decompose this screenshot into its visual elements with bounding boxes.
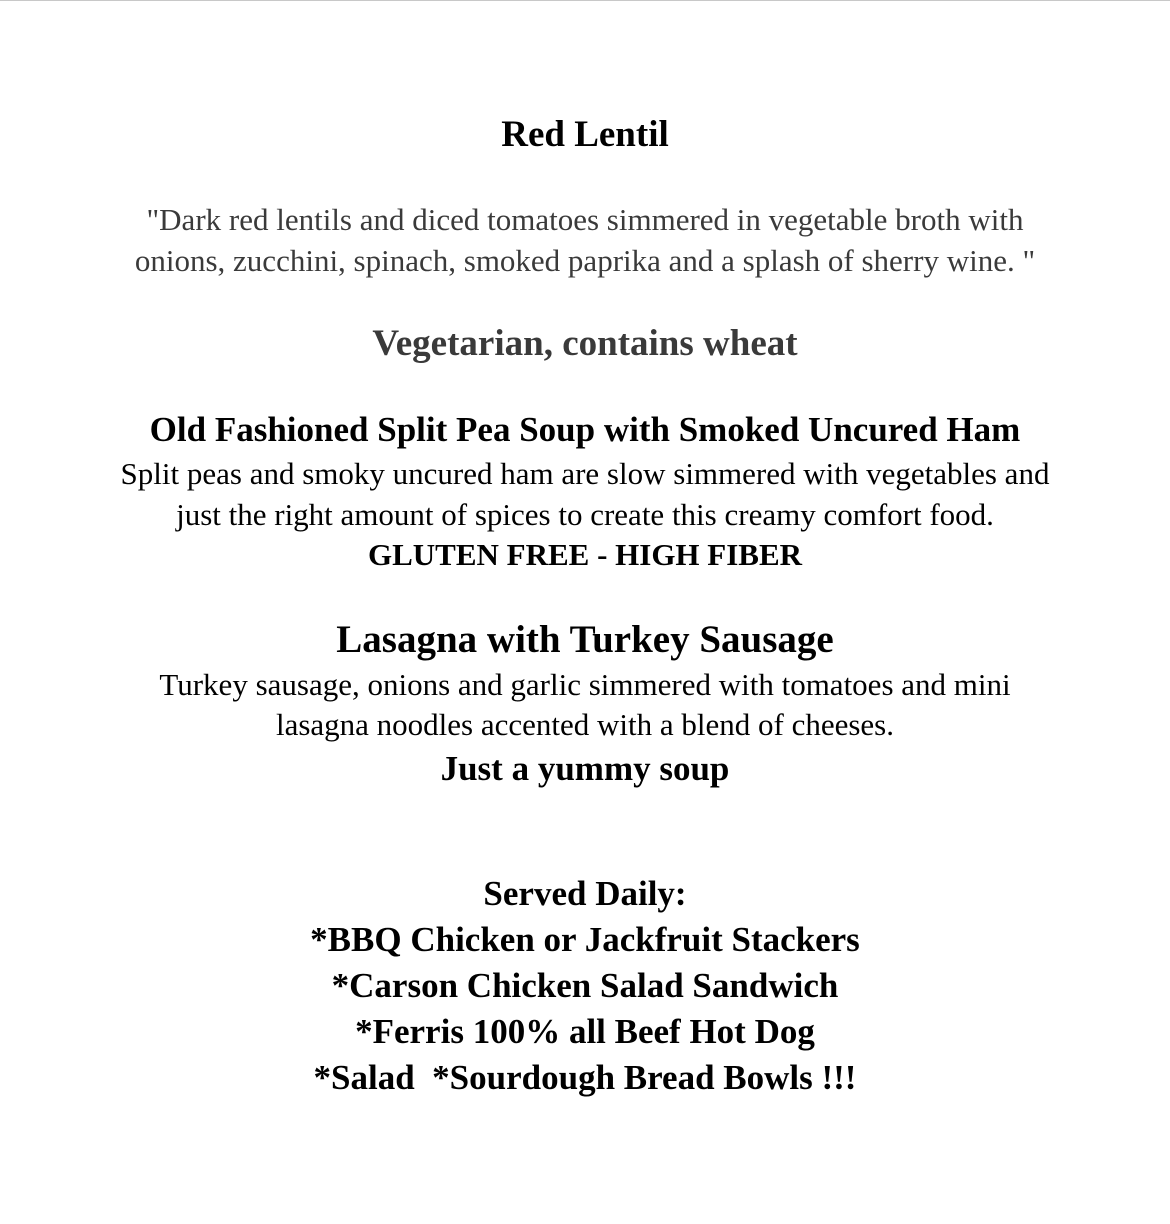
served-daily-item: *Salad *Sourdough Bread Bowls !!! — [313, 1058, 857, 1097]
served-daily-item: *Carson Chicken Salad Sandwich — [331, 966, 839, 1005]
soup-description-line: "Dark red lentils and diced tomatoes simmered in vegetable broth with — [146, 202, 1024, 237]
soup-description-line: lasagna noodles accented with a blend of cheeses. — [275, 707, 895, 742]
soup-title-split-pea: Old Fashioned Split Pea Soup with Smoked Uncured Ham — [149, 410, 1021, 449]
served-daily-item: *BBQ Chicken or Jackfruit Stackers — [310, 920, 860, 959]
soup-description-line: onions, zucchini, spinach, smoked paprika and a splash of sherry wine. " — [134, 243, 1036, 278]
soup-description-line: Turkey sausage, onions and garlic simmered with tomatoes and mini — [159, 667, 1011, 702]
top-divider — [0, 0, 1170, 1]
soup-title-lasagna: Lasagna with Turkey Sausage — [336, 618, 834, 661]
soup-note: Just a yummy soup — [440, 749, 730, 788]
served-daily-heading: Served Daily: — [483, 874, 687, 913]
soup-dietary-note: GLUTEN FREE - HIGH FIBER — [367, 537, 803, 572]
soup-title-red-lentil: Red Lentil — [501, 114, 669, 155]
soup-description-line: just the right amount of spices to create this creamy comfort food. — [176, 497, 994, 532]
served-daily-item: *Ferris 100% all Beef Hot Dog — [355, 1012, 815, 1051]
soup-dietary-note: Vegetarian, contains wheat — [372, 323, 798, 364]
soup-description-line: Split peas and smoky uncured ham are slow simmered with vegetables and — [120, 456, 1050, 491]
